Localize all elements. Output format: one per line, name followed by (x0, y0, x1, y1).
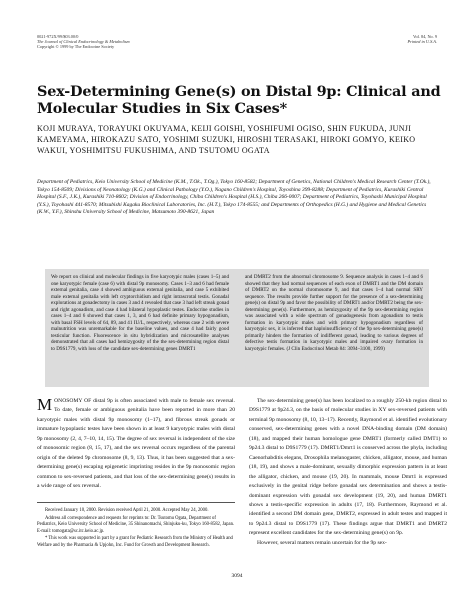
body-right-column (249, 397, 447, 548)
body-paragraph: The sex-determining gene(s) has been localized to a roughly 250-kb region distal to D9S1779 at 9p24.3, on the basis of molecular studies in XY sex-reversed patients with terminal 9p monosomy (8, 10, 13–17). Recently, Raymond et al. identified evolutionary conserved, sex-determining genes with a novel DNA-binding domain (DM domain) (18), and mapped their human homologue gene DMRT1 (formerly called DMT1) to 9p24.3 distal to D9S1779 (17). DMRT1/Dmrt1 is conserved across the phyla, including Caenorhabditis elegans, Drosophila melanogaster, chicken, alligator, mouse, and human (18, 19), and shows a male-dominant, sexually dimorphic expression pattern in at least the alligator, chicken, and mouse (19, 20). In mammals, mouse Dmrt1 is expressed exclusively in the genital ridge before gonadal sex determination and shows a testis-dominant expression with gonadal sex development (19, 20), and human DMRT1 shows a testis-specific expression in adults (17, 18). Furthermore, Raymond et al. identified a second DM domain gene, DMRT2, expressed in adult testes and mapped it to 9p24.3 distal to D9S1779 (17). These findings argue that DMRT1 and DMRT2 represent excellent candidates for the sex-determining gene(s) on 9p. (249, 398, 447, 537)
footnotes (37, 502, 235, 551)
article-title: Sex-Determining Gene(s) on Distal 9p: Clinical and Molecular Studies in Six Cases* (37, 83, 441, 117)
printed-line: Printed in U.S.A. (407, 39, 437, 45)
copyright-line: Copyright © 1999 by The Endocrine Society (37, 44, 115, 50)
received-note: Received January 10, 2000. Revision received April 21, 2000. Accepted May 24, 2000. (45, 508, 209, 513)
issn-line: 0021-972X/99/$03.00/0 (37, 34, 79, 39)
funding-note: * This work was supported in part by a grant for Pediatric Research from the Ministry of Health and Welfare and by the Pharmacia & Upjohn, Inc. Fund for Growth and Development Research. (37, 536, 233, 548)
body-left-column (37, 397, 235, 492)
abstract-box (45, 269, 429, 387)
author-list: KOJI MURAYA, TORAYUKI OKUYAMA, KEIJI GOISHI, YOSHIFUMI OGISO, SHIN FUKUDA, JUNJI KAMEYAMA, HIROKAZU SATO, YOSHIMI SUZUKI, HIROSHI TERASAKI, HIROKI GOMYO, KEIKO WAKUI, YOSHIMITSU FUKUSHIMA, AND TSUTOMU OGATA (37, 124, 416, 155)
volume-line: Vol. 84, No. 9 (412, 34, 437, 39)
journal-header-right (317, 34, 437, 44)
correspondence-note: Address all correspondence and requests for reprints to: Dr. Tsutomu Ogata, Department of Pediatrics, Keio University School of Medicine, 35 Shinanomachi, Shinjuku-ku, Tokyo 160-8582, Japan. E-mail: tomogata@sc.itc.keio.ac.jp. (37, 515, 235, 534)
affiliations: Department of Pediatrics, Keio University School of Medicine (K.M., T.Ok., T.Og.), Tokyo 160-8582; Department of Genetics, National Children's Medical Research Center (T.Ok.), Tokyo 154-8509; Divisions of Neonatology (K.G.) and Clinical Pathology (Y.O.), Nagano Children's Hospital, Toyoshina 399-8288; Department of Pediatrics, Kurashiki Central Hospital (S.F., J.K.), Kurashiki 710-8602; Division of Endocrinology, Chiba Children's Hospital (H.S.), Chiba 266-0007; Department of Pediatrics, Toyohashi Municipal Hospital (Y.S.), Toyohashi 441-8570; Mitsubishi Kagaku Bioclinical Laboratories, Inc. (H.T.), Tokyo 174-8555; and Departments of Orthopedics (H.G.) and Hygiene and Medical Genetics (K.W., Y.F.), Shinshu University School of Medicine, Matsumoto 390-8621, Japan (37, 179, 431, 215)
drop-cap: M (37, 395, 53, 414)
abstract-left-column: We report on clinical and molecular findings in five karyotypic males (cases 1–5) and one karyotypic female (case 6) with distal 9p monosomy. Cases 1–3 and 6 had female external genitalia, case 4 showed ambiguous external genitalia, and case 5 exhibited male external genitalia with left cryptorchidism and right intrascrotal testis. Gonadal explorations at gonadectomy in cases 3 and 4 revealed that case 3 had left streak gonad and right agonadism, and case 4 had bilateral hypoplastic testes. Endocrine studies in cases 1–4 and 6 showed that cases 1, 3, and 6 had definite primary hypogonadism, with basal FSH levels of 64, 89, and 41 IU/L, respectively, whereas case 2 with severe malnutrition was unremarkable for the baseline values, and case 4 had fairly good testicular function. Fluorescence in situ hybridization and microsatellite analyses demonstrated that all cases had hemizygosity of the the sex-determining region distal to D9S1779, with loss of the candidate sex-determining genes DMRT1 (51, 274, 229, 353)
journal-header-left (37, 34, 237, 50)
body-paragraph-continued: However, several matters remain uncertain for the 9p sex- (257, 539, 387, 546)
intro-paragraph: ONOSOMY OF distal 9p is often associated with male to female sex reversal. To date, female or ambiguous genitalia have been reported in more than 20 karyotypic males with distal 9p monosomy (1–17), and fibrous streak gonads or immature hypoplastic testes have been shown in at least 9 karyotypic males with distal 9p monosomy (2, 4, 7–10, 14, 15). The degree of sex reversal is independent of the size of monosomic region (8, 15, 17), and the sex reversal occurs regardless of the parental origin of the deleted 9p chromosome (8, 9, 13). Thus, it has been suggested that a sex-determining gene(s) escaping epigenetic imprinting resides in the 9p monosomic region common to sex-reversed patients, and that loss of the sex-determining gene(s) results in a wide range of sex reversal. (37, 398, 235, 490)
journal-name: The Journal of Clinical Endocrinology & Metabolism (37, 39, 130, 45)
page-number: 3094 (231, 573, 243, 579)
abstract-right-column: and DMRT2 from the abnormal chromosome 9. Sequence analysis in cases 1–4 and 6 showed that they had normal sequences of each exon of DMRT1 and the DM domain of DMRT2 on the normal chromosome 9, and that cases 1–4 had normal SRY sequence. The results provide further support for the presence of a sex-determining gene(s) on distal 9p and favor the possibility of DMRT1 and/or DMRT2 being the sex-determining gene(s). Furthermore, as hemizygosity of the 9p sex-determining region was associated with a wide spectrum of gonadogenesis from agonadism to testis formation in karyotypic males and with primary hypogonadism regardless of karyotypic sex, it is inferred that haploinsufficiency of the 9p sex-determining gene(s) primarily hinders the formation of indifferent gonad, leading to various degrees of defective testis formation in karyotypic males and impaired ovary formation in karyotypic females. (J Clin Endocrinol Metab 84: 3094–3100, 1999) (245, 274, 423, 353)
